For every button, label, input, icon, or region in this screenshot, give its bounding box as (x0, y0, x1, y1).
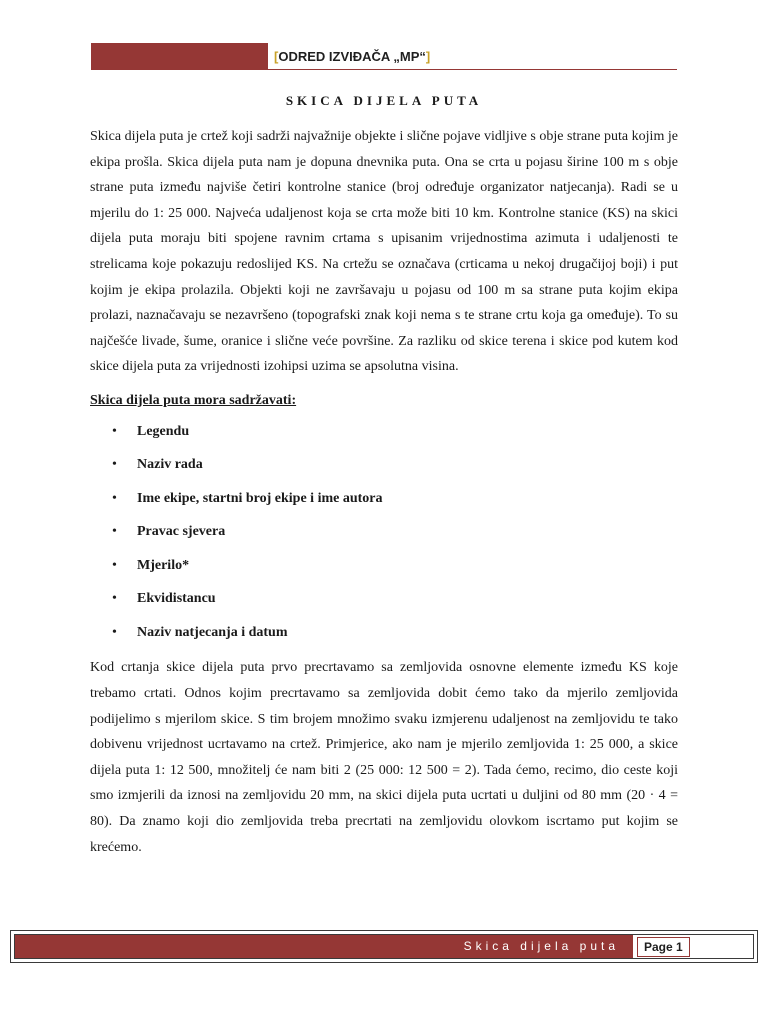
footer-page-area (633, 935, 753, 958)
bullet-icon: • (112, 524, 117, 540)
list-item (90, 588, 678, 622)
document-title: SKICA DIJELA PUTA (285, 93, 483, 108)
list-item (90, 622, 678, 656)
header-title-text: ODRED IZVIĐAČA „MP“ (278, 49, 426, 64)
list-item (90, 521, 678, 555)
list-item-text: Naziv rada (137, 457, 203, 473)
page-number: Page 1 (637, 937, 690, 957)
paragraph-intro: Skica dijela puta je crtež koji sadrži najvažnije objekte i slične pojave vidljive s obje strane puta kojim je ekipa prošla. Skica dijela puta nam je dopuna dnevnika puta. Ona se crta u pojasu širine 100 m s obje strane puta između najviše četiri kontrolne stanice (broj određuje organizator natjecanja). Radi se u mjerilu do 1: 25 000. Najveća udaljenost koja se crta može biti 10 km. Kontrolne stanice (KS) na skici dijela puta moraju biti spojene ravnim crtama s upisanim vrijednostima azimuta i udaljenosti te strelicama koje pokazuju redoslijed KS. Na crtežu se označava (crticama u nekoj drugačijoj boji) i put kojim je ekipa prolazila. Objekti koji ne završavaju u pojasu od 100 m sa strane puta kojim ekipa prolazi, naznačavaju se nezavršeno (topografski znak koji nema s te strane crtu koja ga omeđuje). To su najčešće livade, šume, oranice i slične veće površine. Za razliku od skice terena i skice pod kutem kod skice dijela puta za vrijednosti izohipsi uzima se apsolutna visina. (90, 129, 678, 375)
list-item-text: Legendu (137, 423, 190, 439)
header-title (268, 43, 677, 70)
list-item (90, 555, 678, 589)
page-header (91, 43, 677, 70)
list-item (90, 454, 678, 488)
header-close-bracket: ] (425, 49, 431, 64)
footer-section-title: Skica dijela puta (15, 935, 633, 958)
bullet-icon: • (112, 423, 117, 439)
list-item-text: Mjerilo* (137, 557, 190, 573)
paragraph-method: Kod crtanja skice dijela puta prvo precrtavamo sa zemljovida osnovne elemente između KS koje trebamo crtati. Odnos kojim precrtavamo sa zemljovida dobit ćemo tako da mjerilo zemljovida podijelimo s mjerilom skice. S tim brojem množimo svaku izmjerenu udaljenost na zemljovidu te tako dobivenu vrijednost ucrtavamo na crtež. Primjerice, ako nam je mjerilo zemljovida 1: 25 000, a skice dijela puta 1: 12 500, množitelj će nam biti 2 (25 000: 12 500 = 2). Tada ćemo, recimo, dio ceste koji smo izmjerili da iznosi na zemljovidu 20 mm, na skici dijela puta ucrtati u duljini od 80 mm (20 · 4 = 80). Da znamo koji dio zemljovida treba precrtati na zemljovidu olovkom iscrtamo put kojim se krećemo. (90, 660, 678, 855)
bullet-icon: • (112, 457, 117, 473)
document-body (90, 124, 678, 860)
bullet-icon: • (112, 557, 117, 573)
header-accent-bar (91, 43, 268, 70)
bullet-icon: • (112, 624, 117, 640)
list-item-text: Naziv natjecanja i datum (137, 624, 288, 640)
requirements-list (90, 421, 678, 656)
list-item-text: Ime ekipe, startni broj ekipe i ime autora (137, 490, 383, 506)
bullet-icon: • (112, 490, 117, 506)
list-item (90, 488, 678, 522)
list-item (90, 421, 678, 455)
header-open-bracket: [ (274, 49, 279, 64)
bullet-icon: • (112, 591, 117, 607)
page-footer (10, 930, 758, 963)
list-item-text: Ekvidistancu (137, 591, 216, 607)
list-subheading: Skica dijela puta mora sadržavati: (90, 392, 297, 408)
list-item-text: Pravac sjevera (137, 524, 226, 540)
footer-frame (14, 934, 754, 959)
